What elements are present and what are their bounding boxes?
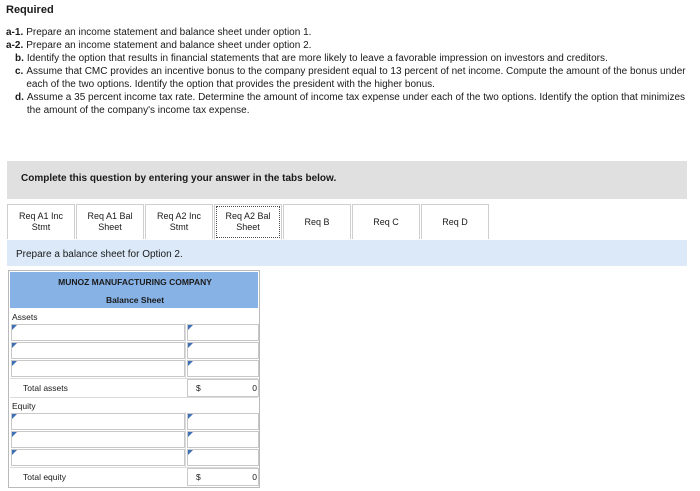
instruction-label: c. <box>15 66 24 77</box>
instruction-text: Identify the option that results in financial statements that are more likely to leave a favorable impression on investors and creditors. <box>26 53 608 64</box>
instruction-text: Assume that CMC provides an incentive bonus to the company president equal to 13 percent of net income. Compute the amount of the bonus under each of the two options. Identify the option that provides the president with the higher bonus. <box>26 66 686 90</box>
asset-name-input-2[interactable] <box>11 342 185 359</box>
instruction-label: a-1. <box>6 27 24 38</box>
equity-name-input-3[interactable] <box>11 449 185 466</box>
company-name: MUNOZ MANUFACTURING COMPANY <box>58 277 212 287</box>
equity-amount-input-2[interactable] <box>187 431 259 448</box>
total-assets-currency: $ <box>196 383 201 393</box>
instruction-b <box>6 52 696 65</box>
instruction-d <box>6 91 696 117</box>
column-divider <box>185 412 186 468</box>
panel-prompt: Prepare a balance sheet for Option 2. <box>16 249 183 260</box>
instruction-label: a-2. <box>6 40 24 51</box>
tab-req-d[interactable]: Req D <box>421 204 489 239</box>
asset-name-input-3[interactable] <box>11 360 185 377</box>
column-divider <box>185 323 186 379</box>
total-assets-label: Total assets <box>23 383 68 393</box>
row-divider <box>10 397 258 398</box>
assets-section-label: Assets <box>12 312 38 322</box>
instruction-label: d. <box>15 92 24 103</box>
instruction-text: Prepare an income statement and balance sheet under option 1. <box>26 27 312 38</box>
question-instruction-box: Complete this question by entering your answer in the tabs below. <box>7 161 687 199</box>
asset-amount-input-3[interactable] <box>187 360 259 377</box>
total-equity-label: Total equity <box>23 472 66 482</box>
asset-amount-input-2[interactable] <box>187 342 259 359</box>
balance-sheet-form <box>8 270 260 488</box>
tab-req-a2-inc-stmt[interactable]: Req A2 Inc Stmt <box>145 204 213 239</box>
instruction-text: Assume a 35 percent income tax rate. Determine the amount of income tax expense under each of the two options. Identify the option that minimizes the amount of the company's income tax expense. <box>26 92 686 116</box>
equity-name-input-1[interactable] <box>11 413 185 430</box>
tab-req-a1-inc-stmt[interactable]: Req A1 Inc Stmt <box>7 204 75 239</box>
requirement-tabs <box>7 204 490 240</box>
instruction-a2 <box>6 39 696 52</box>
tab-req-a1-bal-sheet[interactable]: Req A1 Bal Sheet <box>76 204 144 239</box>
tab-req-a2-bal-sheet[interactable]: Req A2 Bal Sheet <box>214 204 282 240</box>
instruction-c <box>6 65 696 91</box>
instruction-label: b. <box>15 53 24 64</box>
equity-section-label: Equity <box>12 401 36 411</box>
instruction-text: Prepare an income statement and balance sheet under option 2. <box>26 40 312 51</box>
equity-amount-input-1[interactable] <box>187 413 259 430</box>
total-equity-value: 0 <box>252 472 257 482</box>
instructions-list <box>6 26 696 117</box>
statement-title: Balance Sheet <box>105 295 165 305</box>
required-heading: Required <box>6 4 54 16</box>
total-equity-currency: $ <box>196 472 201 482</box>
balance-sheet-header <box>10 272 258 308</box>
equity-name-input-2[interactable] <box>11 431 185 448</box>
tab-req-b[interactable]: Req B <box>283 204 351 239</box>
asset-amount-input-1[interactable] <box>187 324 259 341</box>
equity-amount-input-3[interactable] <box>187 449 259 466</box>
asset-name-input-1[interactable] <box>11 324 185 341</box>
tab-req-c[interactable]: Req C <box>352 204 420 239</box>
total-assets-value: 0 <box>252 383 257 393</box>
instruction-a1 <box>6 26 696 39</box>
